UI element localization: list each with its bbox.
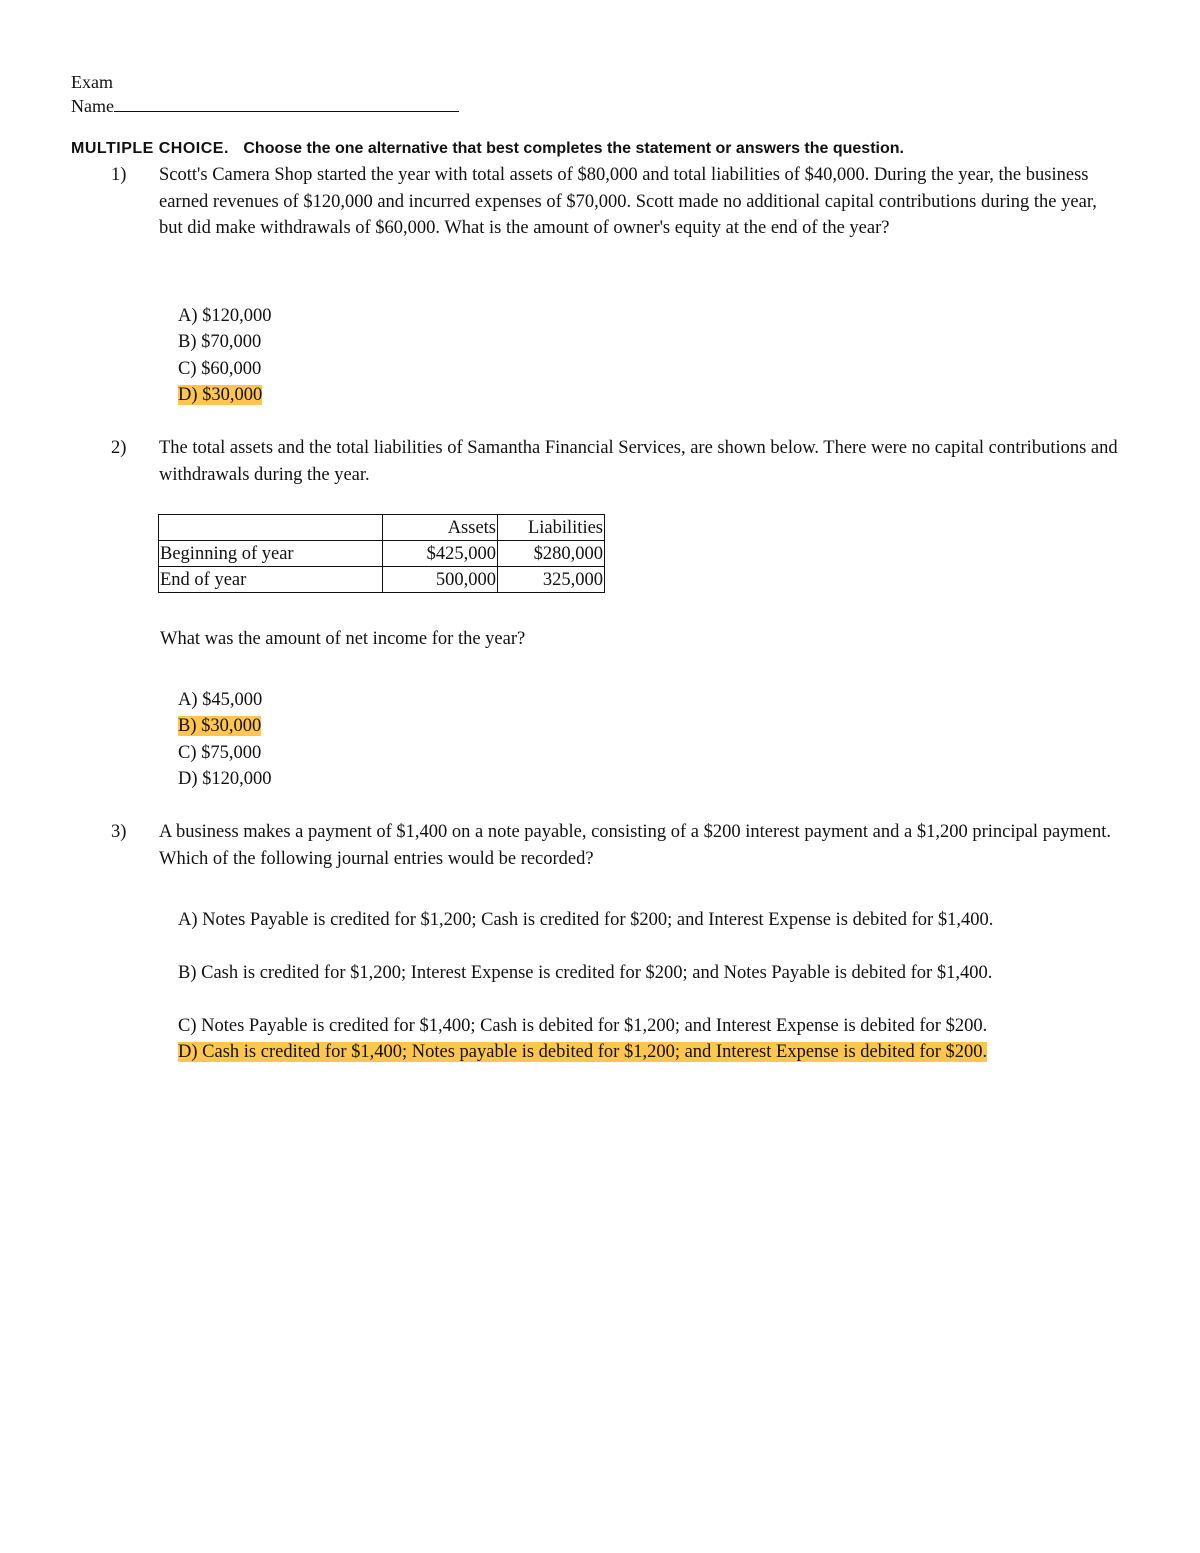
question-text: A business makes a payment of $1,400 on a note payable, consisting of a $200 interest payment and a $1,200 principal payment. Which of the following journal entries would be recorded? (159, 822, 1112, 869)
question-2-follow-up: What was the amount of net income for the year? (160, 629, 526, 649)
question-number: 1) (111, 165, 127, 185)
q2-option-d: D) $120,000 (178, 769, 272, 789)
table-cell: Beginning of year (159, 541, 383, 567)
question-text: Scott's Camera Shop started the year with total assets of $80,000 and total liabilities of $40,000. During the year, the business earned revenues of $120,000 and incurred expenses of $70,000. Scott made no additional capital contributions during the year, but did make withdrawals of $60,000. What is the amount of owner's equity at the end of the year? (159, 165, 1097, 238)
question-2 (111, 435, 1119, 488)
question-number: 3) (111, 822, 127, 842)
table-header-cell: Liabilities (498, 515, 605, 541)
question-3 (111, 819, 1119, 872)
question-1 (111, 162, 1119, 242)
table-header-row (159, 515, 605, 541)
q3-option-d (178, 1039, 987, 1066)
section-heading: MULTIPLE CHOICE. (71, 140, 229, 157)
table-cell: $280,000 (498, 541, 605, 567)
instructions (71, 140, 904, 158)
highlighted-answer: B) $30,000 (178, 716, 262, 736)
q2-option-c: C) $75,000 (178, 743, 262, 763)
table-header-cell (159, 515, 383, 541)
q3-option-a: A) Notes Payable is credited for $1,200; Cash is credited for $200; and Interest Expense is debited for $1,400. (178, 910, 994, 930)
table-cell: 500,000 (383, 567, 498, 593)
q1-option-d (178, 382, 262, 409)
table-header-cell: Assets (383, 515, 498, 541)
table-cell: $425,000 (383, 541, 498, 567)
highlighted-answer: D) $30,000 (178, 385, 263, 405)
q3-option-c: C) Notes Payable is credited for $1,400; Cash is debited for $1,200; and Interest Expense is debited for $200. (178, 1016, 988, 1036)
q2-option-b (178, 713, 261, 740)
q1-option-a: A) $120,000 (178, 306, 272, 326)
assets-liabilities-table (158, 514, 605, 593)
name-field (71, 94, 459, 117)
q1-option-b: B) $70,000 (178, 332, 262, 352)
instructions-text: Choose the one alternative that best completes the statement or answers the question. (243, 140, 904, 157)
q2-option-a: A) $45,000 (178, 690, 263, 710)
table-cell: 325,000 (498, 567, 605, 593)
name-label: Name (71, 96, 114, 116)
question-number: 2) (111, 438, 127, 458)
exam-label: Exam (71, 72, 113, 92)
highlighted-answer: D) Cash is credited for $1,400; Notes payable is debited for $1,200; and Interest Expense is debited for $200. (178, 1042, 988, 1062)
table-cell: End of year (159, 567, 383, 593)
q1-option-c: C) $60,000 (178, 359, 262, 379)
question-text: The total assets and the total liabilities of Samantha Financial Services, are shown below. There were no capital contributions and withdrawals during the year. (159, 438, 1118, 485)
q3-option-b: B) Cash is credited for $1,200; Interest Expense is credited for $200; and Notes Payable is debited for $1,400. (178, 963, 993, 983)
table-row (159, 567, 605, 593)
table-row (159, 541, 605, 567)
name-blank-line (114, 94, 459, 112)
